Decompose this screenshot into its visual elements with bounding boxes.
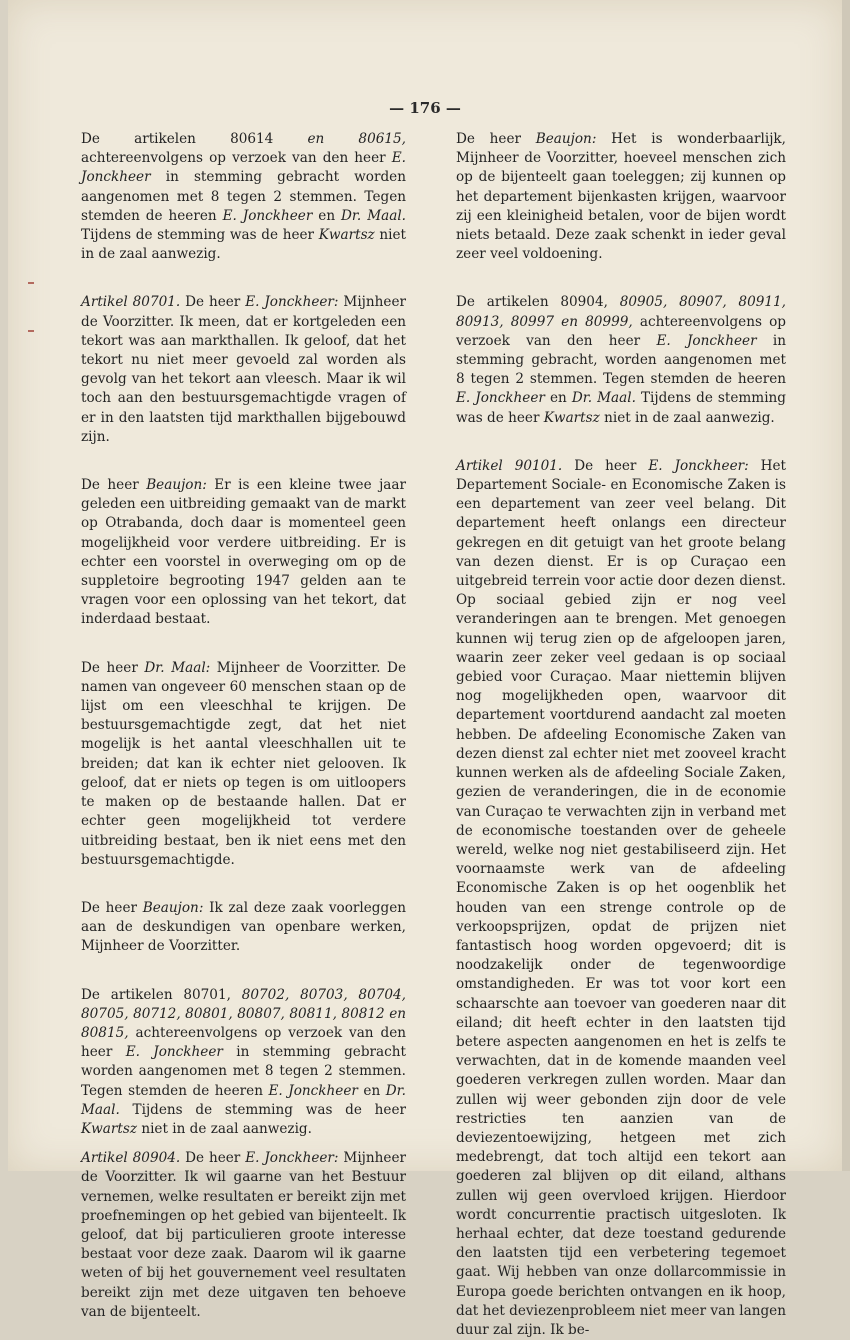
paragraph (456, 457, 786, 1340)
text-run: in stemming gebracht, worden aangenomen met 8 tegen 2 stemmen. Tegen stemden de heeren (456, 332, 786, 388)
italic-text: E. Jonckheer: (648, 457, 749, 474)
italic-text: Artikel 80701. (81, 294, 181, 311)
paragraph (81, 130, 406, 264)
italic-text: E. Jonckheer (125, 1044, 223, 1061)
italic-text: en 80615, (307, 131, 406, 147)
italic-text: Artikel 90101. (456, 457, 563, 474)
paragraph (81, 986, 406, 1140)
page-number: — 176 — (389, 99, 461, 117)
italic-text: Dr. Maal. (341, 207, 406, 224)
text-run: achtereenvolgens op verzoek van den heer (81, 1024, 406, 1061)
text-run: De artikelen 80614 (81, 131, 308, 147)
italic-text: E. Jonckheer (456, 390, 545, 407)
text-run: De heer (81, 659, 145, 676)
text-run: en (312, 207, 342, 224)
italic-text: Beaujon: (142, 899, 204, 916)
text-run: in stemming gebracht worden aangenomen met 8 tegen 2 stemmen. Tegen stemden de heeren (81, 1044, 406, 1099)
paragraph (456, 293, 786, 427)
text-run: en (544, 390, 572, 407)
left-column (81, 130, 406, 1322)
italic-text: E. Jonckheer (222, 207, 313, 224)
text-run: niet in de zaal aanwezig. (137, 1120, 312, 1137)
italic-text: Beaujon: (146, 477, 207, 494)
text-run: Het Departement Sociale- en Economische Zaken is een departement van zeer veel belang. Dit departement heeft onlangs een directeur gekregen en dit getuigt van het groote belang van dezen dienst. Er is op Curaçao een uitgebreid terrein voor actie door dezen dienst. Op sociaal gebied zijn er nog veel veranderingen aan te brengen. Met genoegen kunnen wij terug zien op de afgeloopen jaren, waarin zeer zeker veel gedaan is op sociaal gebied voor Curaçao. Maar niettemin blijven nog mogelijkheden open, waarvoor dit departement voortdurend aandacht zal moeten hebben. De afdeeling Economische Zaken van dezen dienst zal echter niet met zooveel kracht kunnen werken als de afdeeling Sociale Zaken, gezien de veranderingen, die in de economie van Curaçao te verwachten zijn in verband met de economische toestanden over de geheele wereld, welke nog niet gestabiliseerd zijn. Het voornaamste werk van de afdeeling Economische Zaken is op het oogenblik het houden van een strenge controle op de verkoopsprijzen, opdat de prijzen niet fantastisch hoog worden opgevoerd; dit is noodzakelijk onder de tegenwoordige omstandigheden. Er was tot voor kort een schaarschte aan toevoer van goederen naar dit eiland; dit heeft echter in den laatsten tijd betere aspecten aangenomen en het is zelfs te verwachten, dat in de komende maanden veel goederen verkregen zullen worden. Maar dan zullen wij weer gebonden zijn door de vele restricties ten aanzien van de deviezentoewijzing, hetgeen met zich medebrengt, dat toch altijd een tekort aan goederen zal blijven op dit eiland, althans zullen wij geen overvloed krijgen. Hierdoor wordt concurrentie practisch uitgesloten. Ik herhaal echter, dat deze toestand gedurende den laatsten tijd een verbetering tegemoet gaat. Wij hebben van onze dollarcommissie in Europa goede berichten ontvangen en ik hoop, dat het deviezenprobleem niet meer van langen duur zal zijn. Ik be- (456, 457, 786, 1338)
text-run: en (357, 1082, 386, 1099)
italic-text: 80702, 80703, 80704, 80705, 80712, 80801, 80807, 80811, 80812 en 80815, (81, 986, 406, 1041)
right-column (456, 130, 786, 1340)
text-run: De artikelen 80701, (81, 986, 242, 1003)
italic-text: Kwartsz (543, 409, 600, 426)
text-run: De heer (180, 294, 246, 311)
text-run: achtereenvolgens op verzoek van den heer (456, 313, 786, 349)
paragraph (81, 659, 406, 870)
text-run: Ik zal deze zaak voorleggen aan de deskundigen van openbare werken, Mijnheer de Voorzitter. (81, 899, 407, 955)
paragraph (81, 1149, 406, 1322)
text-run: niet in de zaal aanwezig. (81, 227, 406, 263)
text-run: Er is een kleine twee jaar geleden een uitbreiding gemaakt van de markt op Otrabanda, doch daar is momenteel geen mogelijkheid voor verdere uitbreiding. Er is echter een voorstel in overweging om op de suppletoire begrooting 1947 gelden aan te vragen voor een oplossing van het tekort, dat inderdaad bestaat. (81, 477, 406, 628)
text-run: achtereenvolgens op verzoek van den heer (81, 150, 392, 167)
italic-text: Dr. Maal. (571, 390, 636, 407)
text-run: De artikelen 80904, (456, 294, 620, 311)
text-run: in stemming gebracht worden aangenomen met 8 tegen 2 stemmen. Tegen stemden de heeren (81, 169, 406, 224)
margin-mark (28, 282, 34, 284)
text-run: Mijnheer de Voorzitter. Ik meen, dat er kortgeleden een tekort was aan markthallen. Ik geloof, dat het tekort nu niet meer gevoeld zal worden als gevolg van het tekort aan vleesch. Maar ik wil toch aan den bestuursgemachtigde vragen of er in den laatsten tijd markthallen bijgebouwd zijn. (81, 294, 406, 445)
italic-text: Kwartsz (318, 227, 375, 244)
italic-text: 80905, 80907, 80911, 80913, 80997 en 80999, (456, 294, 786, 330)
italic-text: E. Jonckheer: (245, 1150, 339, 1167)
italic-text: Kwartsz (81, 1120, 137, 1137)
text-run: Het is wonderbaarlijk, Mijnheer de Voorzitter, hoeveel menschen zich op de bijenteelt gaan toeleggen; zij kunnen op het departement bijenkasten krijgen, waarvoor zij een kleinigheid betalen, voor de bijen wordt niets betaald. Deze zaak schenkt in ieder geval zeer veel voldoening. (456, 131, 786, 263)
italic-text: Dr. Maal: (144, 659, 211, 676)
paragraph (81, 293, 406, 447)
italic-text: Beaujon: (535, 131, 597, 147)
text-run: De heer (81, 477, 147, 494)
paragraph (456, 130, 786, 264)
italic-text: Dr. Maal. (81, 1082, 406, 1118)
text-run: De heer (456, 131, 536, 147)
text-run: Tijdens de stemming was de heer (456, 390, 787, 426)
margin-mark (28, 330, 34, 332)
text-run: De heer (562, 457, 649, 474)
text-run: De heer (180, 1150, 246, 1167)
italic-text: E. Jonckheer (81, 150, 406, 186)
page-edge (842, 0, 850, 1171)
paragraph (81, 476, 406, 630)
paragraph (81, 899, 406, 957)
text-run: De heer (81, 899, 143, 916)
text-run: niet in de zaal aanwezig. (599, 409, 775, 426)
text-run: Tijdens de stemming was de heer (81, 227, 319, 244)
text-run: Tijdens de stemming was de heer (119, 1101, 406, 1118)
italic-text: E. Jonckheer (656, 332, 757, 349)
italic-text: E. Jonckheer: (245, 294, 339, 311)
text-run: Mijnheer de Voorzitter. De namen van ongeveer 60 menschen staan op de lijst om een vleeschhal te krijgen. De bestuursgemachtigde zegt, dat het niet mogelijk is het aantal vleeschhallen uit te breiden; dat kan ik echter niet gelooven. Ik geloof, dat er niets op tegen is om uitloopers te maken op de bestaande hallen. Dat er echter geen mogelijkheid tot verdere uitbreiding bestaat, ben ik niet eens met den bestuursgemachtigde. (81, 659, 406, 868)
italic-text: E. Jonckheer (268, 1082, 358, 1099)
text-run: Mijnheer de Voorzitter. Ik wil gaarne van het Bestuur vernemen, welke resultaten er bereikt zijn met proefnemingen op het gebied van bijenteelt. Ik geloof, dat bij particulieren groote interesse bestaat voor deze zaak. Daarom wil ik gaarne weten of bij het gouvernement veel resultaten bereikt zijn met deze uitgaven ten behoeve van de bijenteelt. (81, 1150, 406, 1320)
italic-text: Artikel 80904. (81, 1150, 181, 1167)
